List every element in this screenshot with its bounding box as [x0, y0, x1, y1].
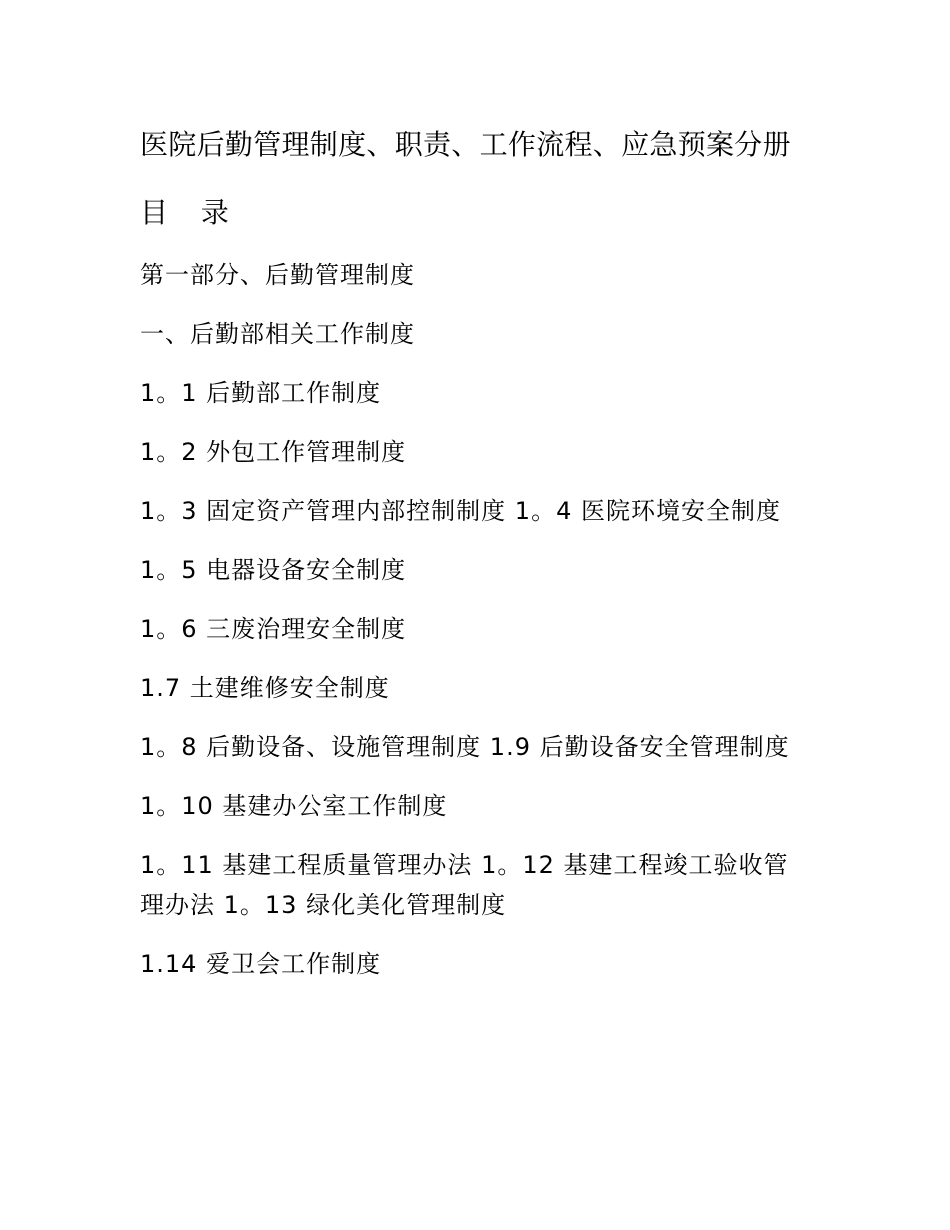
toc-entry-section-one: 一、后勤部相关工作制度	[140, 320, 415, 348]
toc-entry-part-one: 第一部分、后勤管理制度	[140, 261, 415, 289]
toc-entry-1-5: 1。5 电器设备安全制度	[140, 556, 407, 584]
toc-entry-1-1: 1。1 后勤部工作制度	[140, 379, 382, 407]
toc-entry-1-3-1-4: 1。3 固定资产管理内部控制制度 1。4 医院环境安全制度	[140, 497, 781, 525]
toc-entry-1-6: 1。6 三废治理安全制度	[140, 615, 407, 643]
document-title: 医院后勤管理制度、职责、工作流程、应急预案分册	[140, 128, 791, 161]
toc-entry-1-11-1-13: 1。11 基建工程质量管理办法 1。12 基建工程竣工验收管理办法 1。13 绿化美化管理制度	[140, 851, 789, 919]
document-body	[140, 122, 808, 984]
toc-entry-1-14: 1.14 爱卫会工作制度	[140, 950, 382, 978]
toc-entry-1-10: 1。10 基建办公室工作制度	[140, 792, 448, 820]
toc-heading: 目 录	[140, 196, 241, 229]
toc-entry-1-2: 1。2 外包工作管理制度	[140, 438, 407, 466]
toc-entry-1-8-1-9: 1。8 后勤设备、设施管理制度 1.9 后勤设备安全管理制度	[140, 733, 790, 761]
toc-entry-1-7: 1.7 土建维修安全制度	[140, 674, 390, 702]
